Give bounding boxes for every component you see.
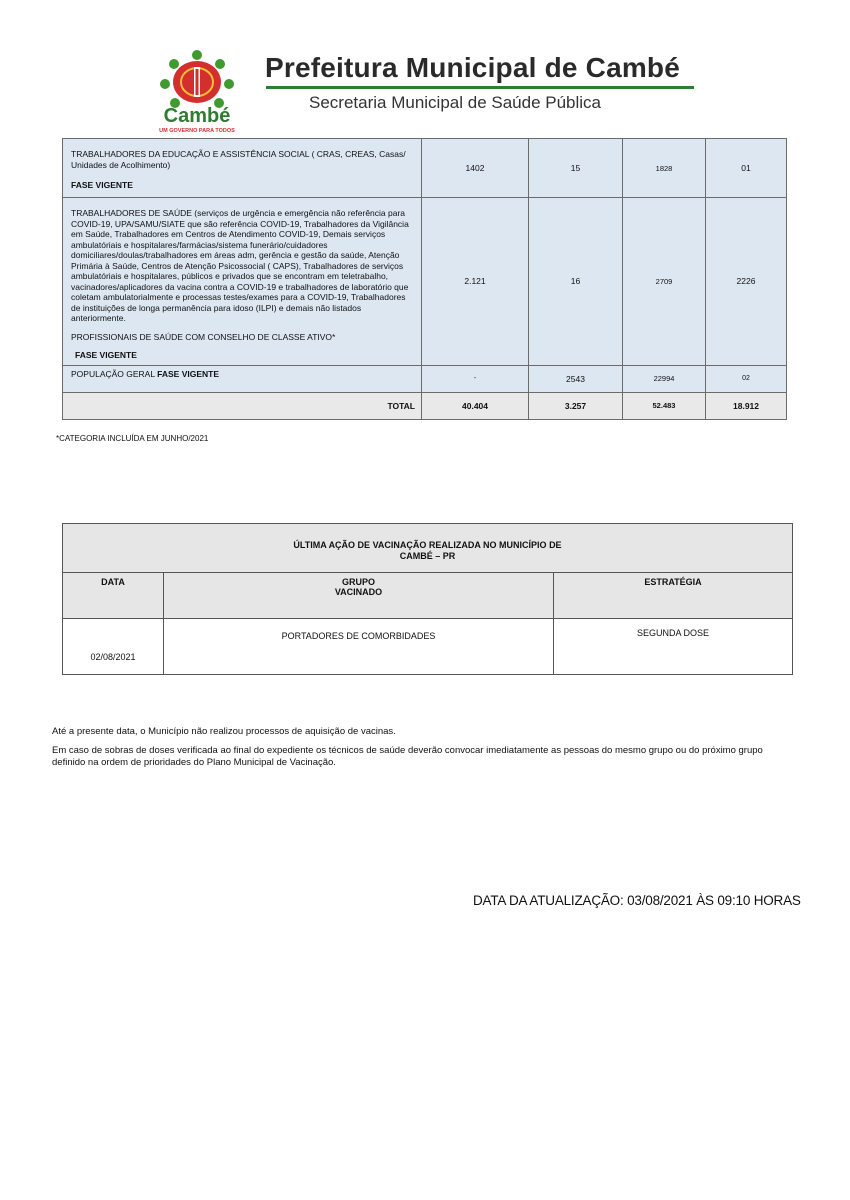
- logo-tagline: UM GOVERNO PARA TODOS: [159, 128, 235, 134]
- column-header-strategy: ESTRATÉGIA: [554, 573, 793, 619]
- table-cell: 52.483: [623, 392, 706, 419]
- leftover-doses-note: Em caso de sobras de doses verificada ao final do expediente os técnicos de saúde deverão convocar imediatamente as pessoas do mesmo grupo ou do próximo grupo definido na ordem de prioridades do Plano Municipal de Vacinação.: [52, 745, 763, 768]
- footnote: *CATEGORIA INCLUÍDA EM JUNHO/2021: [56, 434, 209, 443]
- phase-label: FASE VIGENTE: [71, 180, 133, 190]
- table-cell: 18.912: [706, 392, 787, 419]
- total-row: [63, 392, 787, 419]
- table-cell: 2709: [623, 198, 706, 366]
- category-text: POPULAÇÃO GERAL: [71, 368, 155, 379]
- table-caption: [63, 524, 793, 573]
- table-cell: 40.404: [422, 392, 529, 419]
- action-group: PORTADORES DE COMORBIDADES: [164, 619, 554, 675]
- action-strategy: SEGUNDA DOSE: [554, 619, 793, 675]
- page-title: Prefeitura Municipal de Cambé: [265, 52, 681, 83]
- table-cell: 1402: [422, 139, 529, 198]
- table-row: [63, 198, 787, 366]
- row-description: [63, 365, 422, 392]
- header-line: VACINADO: [334, 587, 383, 597]
- table-row: [63, 139, 787, 198]
- title-divider: [266, 86, 694, 89]
- last-action-table: [62, 523, 793, 675]
- page-subtitle: Secretaria Municipal de Saúde Pública: [309, 93, 602, 112]
- caption-line: CAMBÉ – PR: [399, 550, 456, 561]
- update-timestamp: DATA DA ATUALIZAÇÃO: 03/08/2021 ÀS 09:10 HORAS: [473, 893, 801, 908]
- table-cell: 2.121: [422, 198, 529, 366]
- vaccination-table: [62, 138, 787, 420]
- phase-label: FASE VIGENTE: [157, 368, 220, 379]
- table-cell: 22994: [623, 365, 706, 392]
- table-cell: -: [422, 365, 529, 392]
- table-cell: 2226: [706, 198, 787, 366]
- phase-label: FASE VIGENTE: [75, 350, 137, 360]
- column-header-group: [164, 573, 554, 619]
- table-caption-row: [63, 524, 793, 573]
- action-date: 02/08/2021: [63, 619, 164, 675]
- table-row: [63, 619, 793, 675]
- row-description: [63, 198, 422, 366]
- category-text: TRABALHADORES DE SAÚDE (serviços de urgência e emergência não referência para COVID-19, UPA/SAMU/SIATE que são referência COVID-19, Trabalhadores da Vigilância em Saúde, Trabalhadores em Centros de Atendimento COVID-19, Demais serviços ambulatóriais e hospitalares/farmácias/sistema funerário/cuidadores domiciliares/doulas/trabalhadores em áreas adm, gerência e gestão da saúde, Atenção Primária à Saúde, Centros de Atenção Psicossocial ( CAPS), Trabalhadores de serviços ambulatóriais e hospitalares, públicos e privados que se encontram em teletrabalho, vacinadores/aplicadores da vacina contra a COVID-19 e trabalhadores de laboratório que coletam ambulatorialmente e processas testes/exames para a COVID-19, Trabalhadores de instituições de longa permanência para idoso (ILPI) e demais não listados anteriormente.: [71, 208, 409, 323]
- acquisition-note: Até a presente data, o Município não realizou processos de aquisição de vacinas.: [52, 726, 396, 737]
- table-cell: 15: [529, 139, 623, 198]
- logo-wordmark: Cambé: [163, 105, 231, 127]
- table-cell: 3.257: [529, 392, 623, 419]
- table-cell: 01: [706, 139, 787, 198]
- caption-line: ÚLTIMA AÇÃO DE VACINAÇÃO REALIZADA NO MUNICÍPIO DE: [293, 539, 562, 550]
- header-line: GRUPO: [341, 577, 375, 587]
- table-row: [63, 365, 787, 392]
- table-cell: 1828: [623, 139, 706, 198]
- total-label: TOTAL: [63, 392, 422, 419]
- table-header-row: [63, 573, 793, 619]
- table-cell: 02: [706, 365, 787, 392]
- row-description: [63, 139, 422, 198]
- table-cell: 2543: [529, 365, 623, 392]
- column-header-date: DATA: [63, 573, 164, 619]
- category-text: TRABALHADORES DA EDUCAÇÃO E ASSISTÊNCIA SOCIAL ( CRAS, CREAS, Casas/ Unidades de Acolhimento): [71, 149, 406, 170]
- cambe-logo: [150, 48, 245, 136]
- category-extra: PROFISSIONAIS DE SAÚDE COM CONSELHO DE CLASSE ATIVO*: [71, 331, 336, 342]
- table-cell: 16: [529, 198, 623, 366]
